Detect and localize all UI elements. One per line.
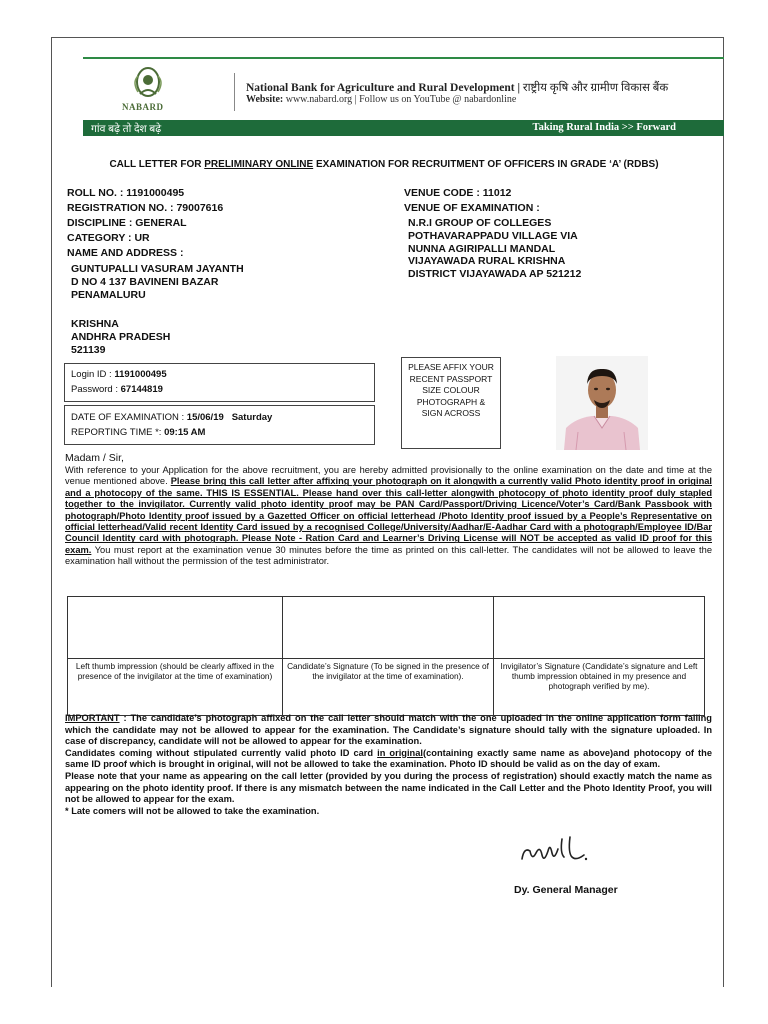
discipline: DISCIPLINE : GENERAL xyxy=(67,217,187,229)
affix-line: SIZE COLOUR xyxy=(422,385,480,395)
affix-line: RECENT PASSPORT xyxy=(409,373,493,384)
reporting-time-row xyxy=(71,425,374,440)
password-label: Password : xyxy=(71,384,121,395)
venue-line: VIJAYAWADA RURAL KRISHNA xyxy=(408,255,566,268)
exam-date: 15/06/19 xyxy=(186,412,224,423)
category: CATEGORY : UR xyxy=(67,232,150,244)
title-suffix: EXAMINATION FOR RECRUITMENT OF OFFICERS IN GRADE ‘A’ (RDBS) xyxy=(313,159,659,170)
exam-date-row xyxy=(71,410,374,425)
candidate-address-block-2 xyxy=(71,318,170,356)
thumb-impression-caption: Left thumb impression (should be clearly affixed in the presence of the invigilator at the time of examination) xyxy=(68,659,283,716)
exam-schedule-box xyxy=(64,405,375,445)
reporting-time-label: REPORTING TIME *: xyxy=(71,427,165,438)
important-para-4: * Late comers will not be allowed to take the examination. xyxy=(65,805,320,816)
body-reporting-note: You must report at the examination venue 30 minutes before the time as printed on this call-letter. The candidates will not be allowed to leave the examination hall without the permission of the test administrator. xyxy=(65,544,712,567)
important-notes xyxy=(65,713,712,817)
venue-line: N.R.I GROUP OF COLLEGES xyxy=(408,217,552,229)
candidate-signature-caption: Candidate’s Signature (To be signed in the presence of the invigilator at the time of examination). xyxy=(283,659,494,716)
header-divider xyxy=(234,73,235,111)
tagline-bar xyxy=(83,120,724,136)
website-label: Website: xyxy=(246,94,284,105)
important-photo-note: : The candidate’s photograph affixed on the call letter should match with the one uploaded in the online application form failing which the candidate may not be allowed to appear for the examination. The Candidate’s signature should tally with the signature uploaded. In case of discrepancy, candidate will not be allowed to appear for the examination. xyxy=(65,713,712,747)
login-id-label: Login ID : xyxy=(71,369,115,380)
venue-line: POTHAVARAPPADU VILLAGE VIA xyxy=(408,229,578,242)
website-link[interactable]: www.nabard.org xyxy=(285,94,353,105)
org-name: National Bank for Agriculture and Rural Development | राष्ट्रीय कृषि और ग्रामीण विकास बैंक xyxy=(246,82,669,94)
address-line: KRISHNA xyxy=(71,318,119,330)
official-signature-image xyxy=(518,833,598,869)
venue-line: NUNNA AGIRIPALLI MANDAL xyxy=(408,242,556,255)
signature-table xyxy=(67,596,705,716)
invigilator-signature-cell[interactable] xyxy=(494,597,705,659)
address-line: GUNTUPALLI VASURAM JAYANTH xyxy=(71,263,244,275)
candidate-signature-cell[interactable] xyxy=(283,597,494,659)
reporting-time: 09:15 AM xyxy=(164,427,206,438)
login-box xyxy=(64,363,375,402)
letter-body xyxy=(65,465,712,568)
tagline-english: Taking Rural India >> Forward xyxy=(532,122,676,133)
title-prefix: CALL LETTER FOR xyxy=(109,159,205,170)
venue-line: DISTRICT VIJAYAWADA AP 521212 xyxy=(408,268,582,281)
youtube-link[interactable]: Follow us on YouTube @ nabardonline xyxy=(359,94,517,105)
thumb-impression-cell[interactable] xyxy=(68,597,283,659)
header-top-rule xyxy=(83,57,724,59)
affix-line: PLEASE AFFIX YOUR xyxy=(408,362,494,372)
address-line: D NO 4 137 BAVINENI BAZAR xyxy=(71,275,219,288)
registration-number: REGISTRATION NO. : 79007616 xyxy=(67,202,224,214)
org-name-english: National Bank for Agriculture and Rural Development xyxy=(246,82,515,94)
venue-label: VENUE OF EXAMINATION : xyxy=(404,202,540,214)
candidate-photo xyxy=(556,356,648,450)
affix-line: PHOTOGRAPH & xyxy=(416,396,486,407)
body-intro: With reference to your Application for the above recruitment, you are hereby admitted provisionally to the online examination on the date and time at the venue mentioned above. xyxy=(65,465,712,487)
org-web-line: Website: www.nabard.org | Follow us on YouTube @ nabardonline xyxy=(246,94,517,105)
signatory-designation: Dy. General Manager xyxy=(514,884,618,896)
login-id-row xyxy=(71,367,374,382)
venue-address-block xyxy=(408,217,581,281)
invigilator-signature-caption: Invigilator’s Signature (Candidate’s signature and Left thumb impression obtained in my presence and photograph verified by me). xyxy=(494,659,705,716)
roll-number: ROLL NO. : 1191000495 xyxy=(67,187,185,199)
body-id-requirements: Please bring this call letter after affixing your photograph on it alongwith a currently valid Photo identity proof in original and a photocopy of the same. THIS IS ESSENTIAL. Please hand over this call-letter alongwith photocopy of photo identity proof duly stapled together to the invigilator. Currently valid photo identity proof may be PAN Card/Passport/Driving Licence/Voter’s Card/Bank Passbook with photograph/Photo Identity proof issued by a Gazetted Officer on official letterhead /Photo Identity proof issued by a People’s Representative on official letterhead/Valid recent Identity Card issued by a recognised College/University/Aadhar/E-Aadhar Card with a photograph/Employee ID/Bar Council Identity card with photograph. Please Note - Ration Card and Learner’s Driving License will NOT be accepted as valid ID proof for this exam. xyxy=(65,476,712,555)
important-para-2 xyxy=(65,748,712,771)
salutation: Madam / Sir, xyxy=(65,452,124,464)
password-value: 67144819 xyxy=(120,384,163,395)
letter-title xyxy=(0,159,768,170)
name-address-label: NAME AND ADDRESS : xyxy=(67,247,184,259)
important-id-note-underlined: in original xyxy=(377,747,423,758)
venue-code: VENUE CODE : 11012 xyxy=(404,187,512,199)
important-id-note-b: (containing exactly same name as above)and photocopy of the same ID proof which is brought in original, will not be allowed to take the examination. Photo ID should be valid as on the day of exam. xyxy=(65,747,713,770)
address-line: ANDHRA PRADESH xyxy=(71,330,171,343)
important-label: IMPORTANT xyxy=(65,713,120,723)
exam-date-label: DATE OF EXAMINATION : xyxy=(71,412,187,423)
affix-line: SIGN ACROSS xyxy=(421,408,481,418)
title-underlined: PRELIMINARY ONLINE xyxy=(204,159,314,170)
affix-photo-box xyxy=(401,357,501,449)
org-name-hindi: राष्ट्रीय कृषि और ग्रामीण विकास बैंक xyxy=(522,82,669,94)
exam-day: Saturday xyxy=(231,412,273,423)
tagline-hindi: गांव बढ़े तो देश बढ़े xyxy=(91,124,162,135)
address-line: PENAMALURU xyxy=(71,288,146,301)
important-id-note-a: Candidates coming without stipulated currently valid photo ID card xyxy=(65,747,378,758)
candidate-address-block xyxy=(71,263,244,301)
password-row xyxy=(71,382,374,397)
address-line: 521139 xyxy=(71,343,106,356)
important-para-3: Please note that your name as appearing on the call letter (provided by you during the process of registration) should exactly match the name as appearing on the photo identity proof. If there is any mismatch between the name indicated in the Call Letter and the Photo Identity Proof, you will not be allowed to appear for the exam. xyxy=(65,770,712,805)
logo-wordmark: NABARD xyxy=(122,102,164,112)
important-para-1 xyxy=(65,713,712,748)
login-id-value: 1191000495 xyxy=(114,369,167,380)
